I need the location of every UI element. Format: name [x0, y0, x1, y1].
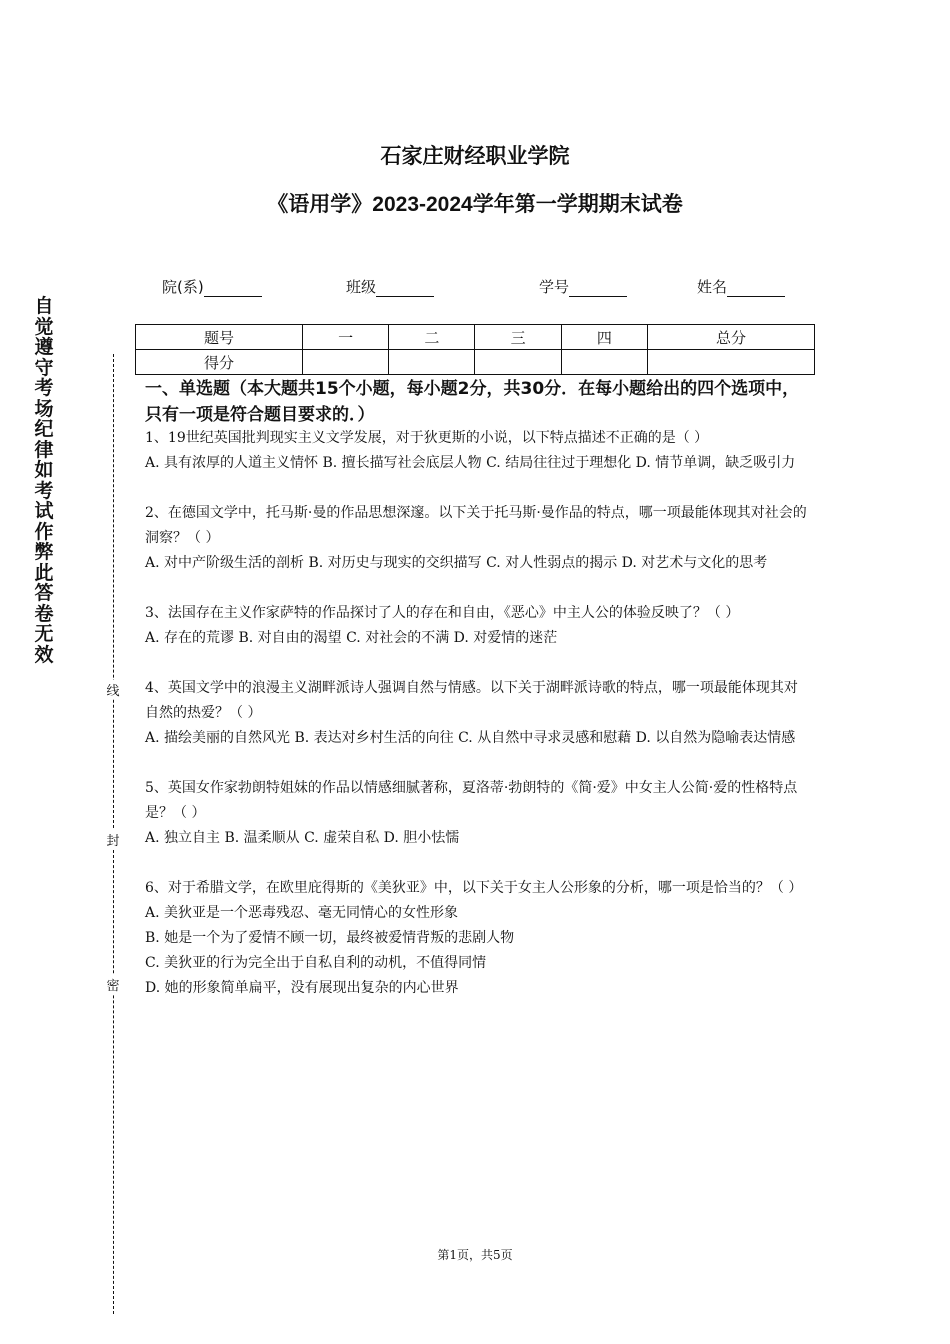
score-cell[interactable]	[561, 350, 647, 375]
question-options: A. 独立自主 B. 温柔顺从 C. 虚荣自私 D. 胆小怯懦	[145, 830, 460, 846]
class-blank[interactable]	[376, 281, 434, 297]
name-label: 姓名	[697, 278, 728, 296]
score-table	[135, 324, 815, 375]
option-a: A. 美狄亚是一个恶毒残忍、毫无同情心的女性形象	[145, 905, 459, 921]
student-id-field[interactable]	[539, 276, 627, 297]
question-item	[145, 426, 811, 476]
student-id-label: 学号	[539, 278, 570, 296]
score-cell[interactable]	[303, 350, 389, 375]
binding-secret-label: 密	[106, 975, 120, 994]
question-options: A. 对中产阶级生活的剖析 B. 对历史与现实的交织描写 C. 对人性弱点的揭示 D. 对艺术与文化的思考	[145, 555, 768, 571]
score-header-cell: 一	[303, 325, 389, 350]
score-header-cell: 三	[475, 325, 561, 350]
exam-title: 《语用学》2023-2024学年第一学期期末试卷	[267, 193, 683, 216]
option-c: C. 美狄亚的行为完全出于自私自利的动机，不值得同情	[145, 955, 487, 971]
question-stem: 2、在德国文学中，托马斯·曼的作品思想深邃。以下关于托马斯·曼作品的特点，哪一项最能体现其对社会的洞察？（ ）	[145, 505, 807, 546]
question-item	[145, 676, 811, 751]
dept-field[interactable]	[162, 276, 262, 297]
question-stem: 5、英国女作家勃朗特姐妹的作品以情感细腻著称，夏洛蒂·勃朗特的《简·爱》中女主人公简·爱的性格特点是？（ ）	[145, 780, 798, 821]
binding-line-label: 线	[106, 680, 120, 699]
score-cell[interactable]	[475, 350, 561, 375]
name-field[interactable]	[697, 276, 785, 297]
option-d: D. 她的形象简单扁平，没有展现出复杂的内心世界	[145, 980, 459, 996]
question-list	[145, 426, 811, 1026]
question-stem: 4、英国文学中的浪漫主义湖畔派诗人强调自然与情感。以下关于湖畔派诗歌的特点，哪一项最能体现其对自然的热爱？（ ）	[145, 680, 798, 721]
score-cell[interactable]	[389, 350, 475, 375]
question-options: A. 存在的荒谬 B. 对自由的渴望 C. 对社会的不满 D. 对爱情的迷茫	[145, 630, 558, 646]
dept-blank[interactable]	[204, 281, 262, 297]
student-id-blank[interactable]	[569, 281, 627, 297]
question-item	[145, 501, 811, 576]
score-header-cell: 总分	[647, 325, 814, 350]
question-stem: 6、对于希腊文学，在欧里庇得斯的《美狄亚》中，以下关于女主人公形象的分析，哪一项是恰当的？（ ）	[145, 880, 803, 896]
score-cell[interactable]	[647, 350, 814, 375]
binding-seal-label: 封	[106, 830, 120, 849]
score-header-cell: 二	[389, 325, 475, 350]
question-stem: 1、19世纪英国批判现实主义文学发展，对于狄更斯的小说，以下特点描述不正确的是（ ）	[145, 430, 709, 446]
question-stem: 3、法国存在主义作家萨特的作品探讨了人的存在和自由，《恶心》中主人公的体验反映了？（ ）	[145, 605, 740, 621]
question-options: A. 描绘美丽的自然风光 B. 表达对乡村生活的向往 C. 从自然中寻求灵感和慰藉 D. 以自然为隐喻表达情感	[145, 730, 796, 746]
score-header-cell: 四	[561, 325, 647, 350]
score-table-score-row	[136, 350, 815, 375]
question-item	[145, 876, 811, 1001]
exam-discipline-warning: 自觉遵守考场纪律如考试作弊此答卷无效	[34, 295, 54, 666]
question-item	[145, 601, 811, 651]
score-row-label: 得分	[136, 350, 303, 375]
dept-label: 院(系)	[162, 278, 204, 296]
option-b: B. 她是一个为了爱情不顾一切，最终被爱情背叛的悲剧人物	[145, 930, 515, 946]
class-label: 班级	[346, 278, 377, 296]
class-field[interactable]	[346, 276, 434, 297]
page-number: 第1页，共5页	[437, 1248, 513, 1262]
question-options: A. 具有浓厚的人道主义情怀 B. 擅长描写社会底层人物 C. 结局往往过于理想化 D. 情节单调，缺乏吸引力	[145, 455, 796, 471]
score-table-header-row	[136, 325, 815, 350]
score-header-cell: 题号	[136, 325, 303, 350]
name-blank[interactable]	[727, 281, 785, 297]
question-item	[145, 776, 811, 851]
section-heading: 一、单选题（本大题共15个小题，每小题2分，共30分．在每小题给出的四个选项中，只有一项是符合题目要求的．）	[145, 379, 800, 425]
school-name: 石家庄财经职业学院	[380, 145, 570, 168]
